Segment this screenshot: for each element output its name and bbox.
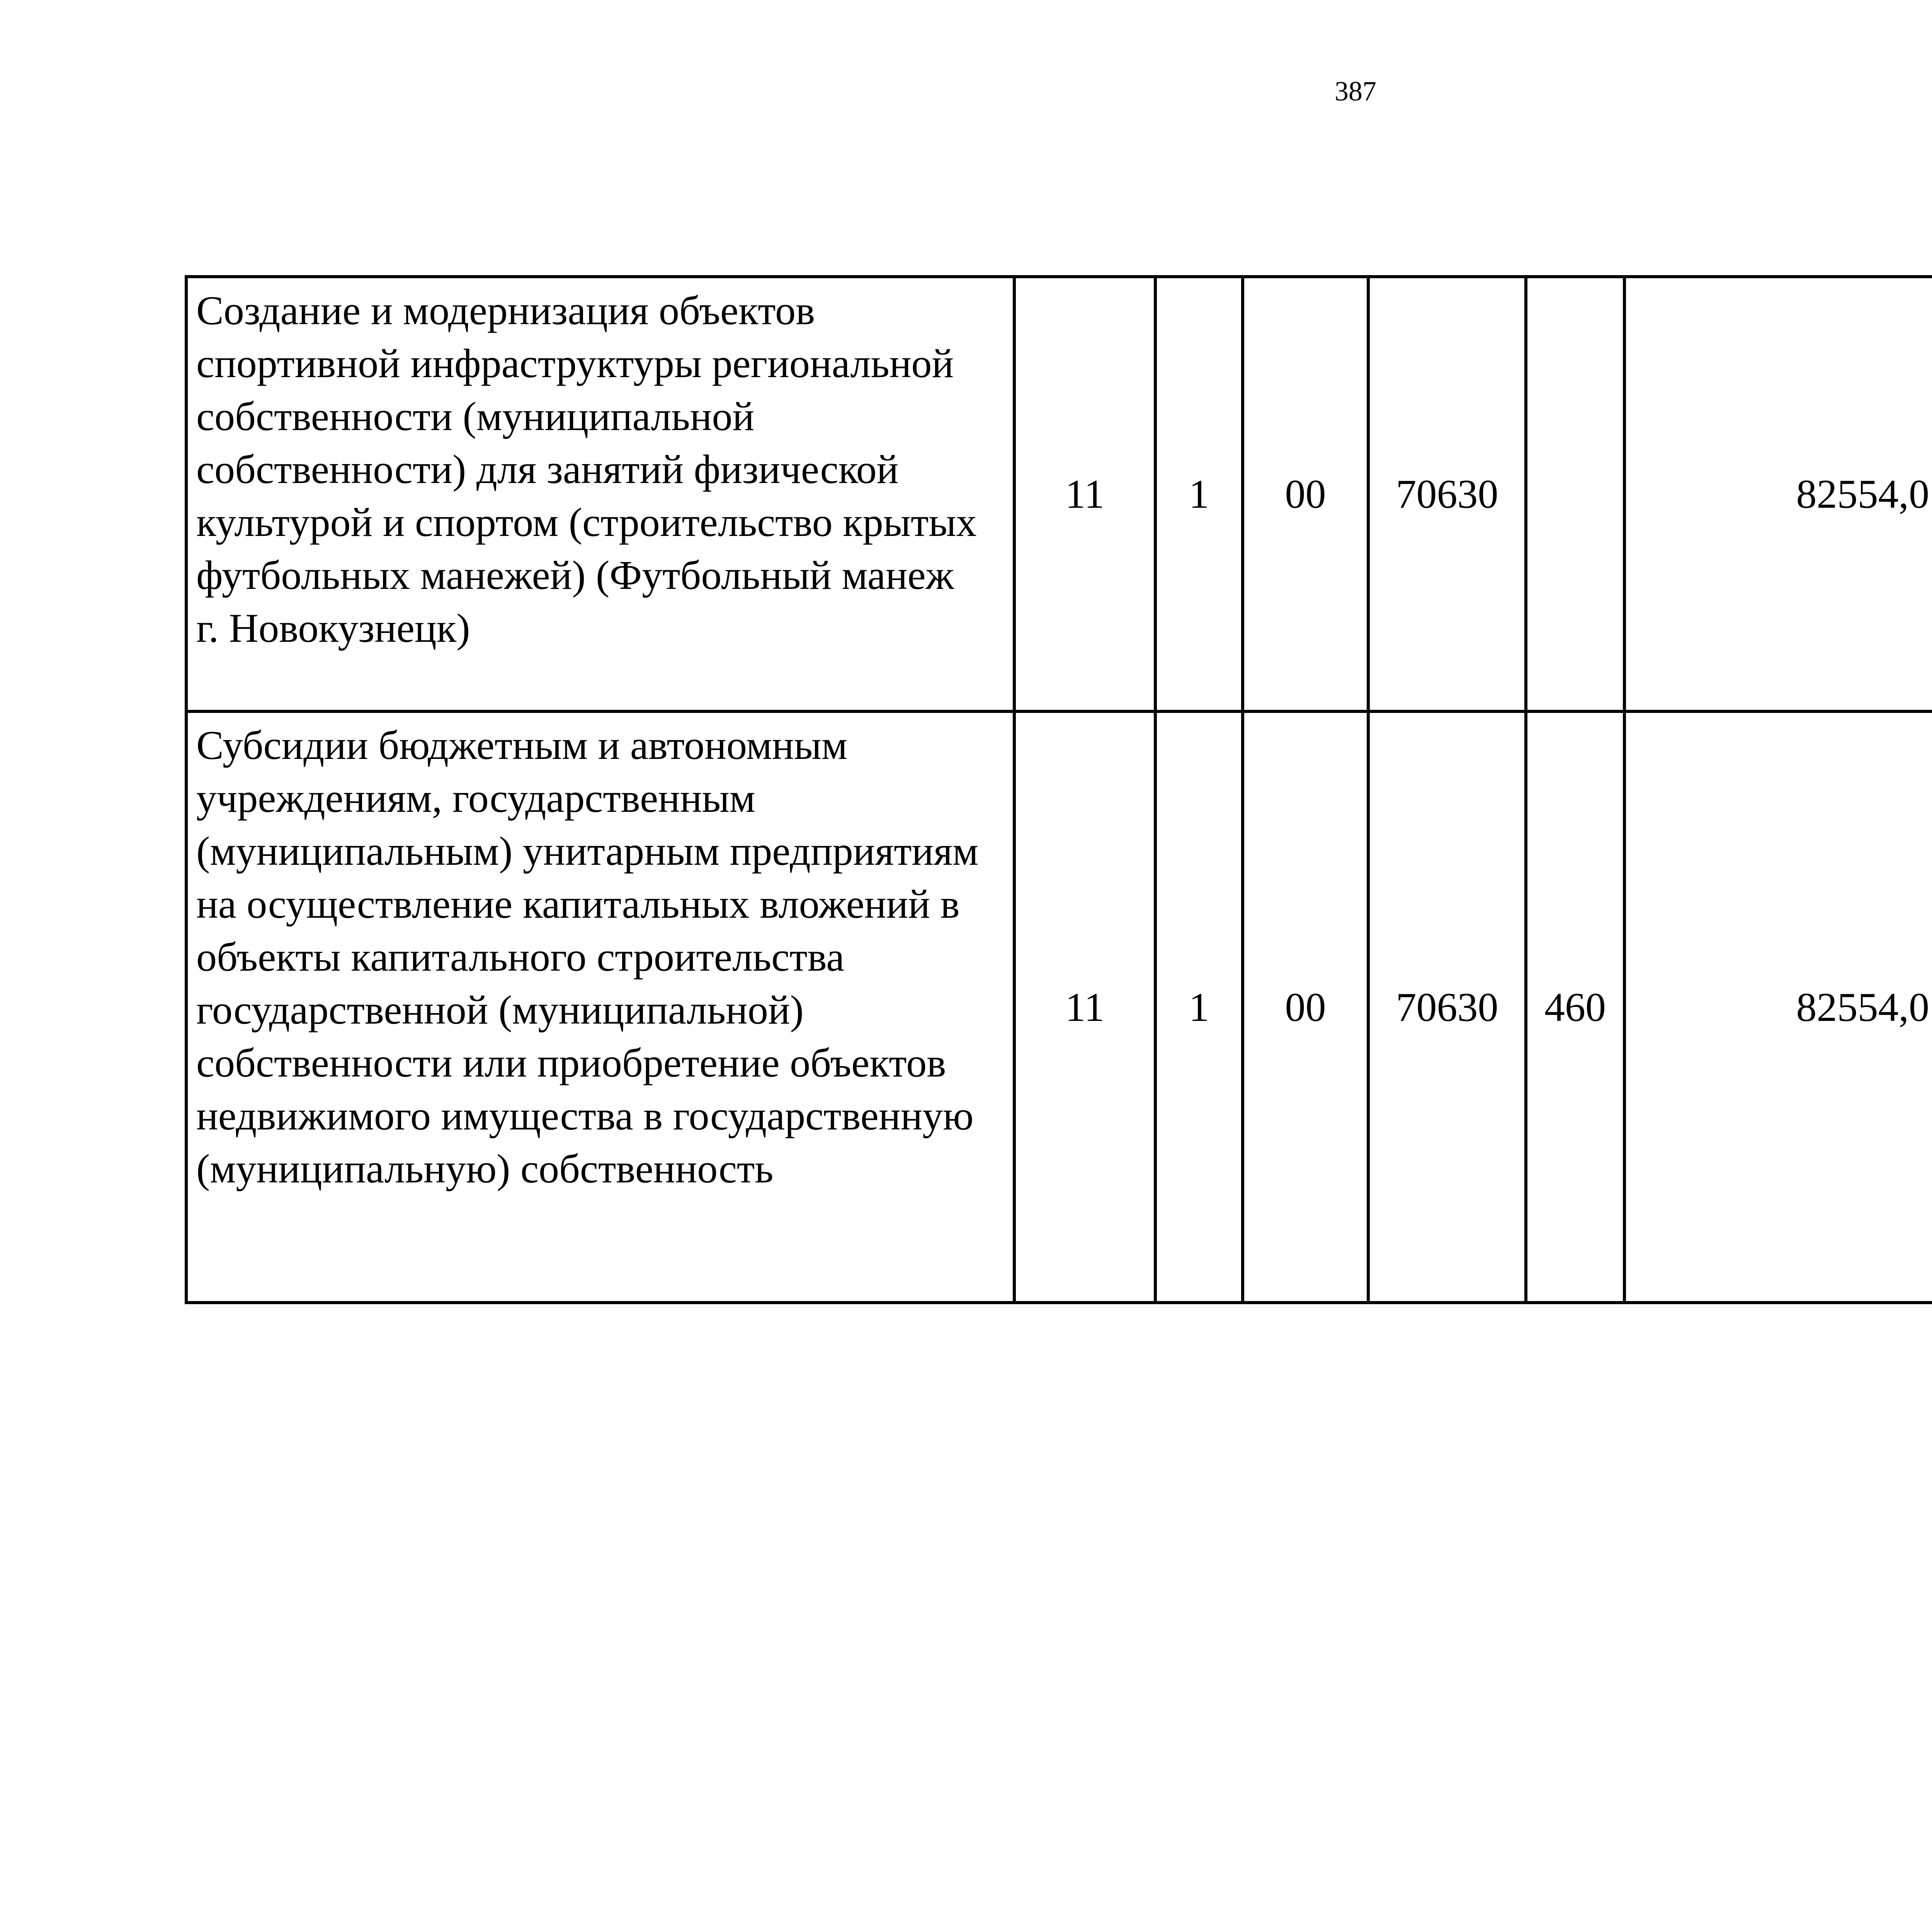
description-line: на осуществление капитальных вложений в bbox=[196, 881, 960, 927]
code-3-cell: 00 bbox=[1243, 711, 1368, 1303]
code-4-cell: 70630 bbox=[1368, 711, 1526, 1303]
description-line: спортивной инфраструктуры региональной bbox=[196, 341, 954, 386]
code-1-cell: 11 bbox=[1014, 277, 1155, 711]
description-line: собственности или приобретение объектов bbox=[196, 1040, 946, 1085]
description-line: (муниципальную) собственность bbox=[196, 1146, 774, 1191]
expense-type-cell: 460 bbox=[1526, 711, 1624, 1303]
row-description bbox=[186, 277, 1014, 711]
description-line: недвижимого имущества в государственную bbox=[196, 1093, 974, 1138]
expense-type-cell bbox=[1526, 277, 1624, 711]
amount-1-cell: 82554,0 bbox=[1624, 711, 1932, 1303]
code-2-cell: 1 bbox=[1155, 711, 1243, 1303]
description-line: собственности (муниципальной bbox=[196, 394, 755, 439]
budget-table bbox=[185, 275, 1932, 1304]
row-description bbox=[186, 711, 1014, 1303]
code-1-cell: 11 bbox=[1014, 711, 1155, 1303]
description-line: собственности) для занятий физической bbox=[196, 447, 899, 492]
table-row bbox=[186, 711, 1932, 1303]
description-line: (муниципальным) унитарным предприятиям bbox=[196, 828, 979, 874]
table-row bbox=[186, 277, 1932, 711]
amount-1-cell: 82554,0 bbox=[1624, 277, 1932, 711]
description-line: Субсидии бюджетным и автономным bbox=[196, 723, 848, 768]
code-3-cell: 00 bbox=[1243, 277, 1368, 711]
code-2-cell: 1 bbox=[1155, 277, 1243, 711]
code-4-cell: 70630 bbox=[1368, 277, 1526, 711]
description-line: объекты капитального строительства bbox=[196, 934, 845, 980]
description-line: государственной (муниципальной) bbox=[196, 987, 804, 1032]
description-line: культурой и спортом (строительство крытых bbox=[196, 500, 977, 545]
page-number: 387 bbox=[1335, 76, 1376, 107]
description-line: Создание и модернизация объектов bbox=[196, 288, 815, 333]
description-line: г. Новокузнецк) bbox=[196, 606, 470, 651]
description-line: футбольных манежей) (Футбольный манеж bbox=[196, 553, 954, 598]
description-line: учреждениям, государственным bbox=[196, 776, 755, 821]
